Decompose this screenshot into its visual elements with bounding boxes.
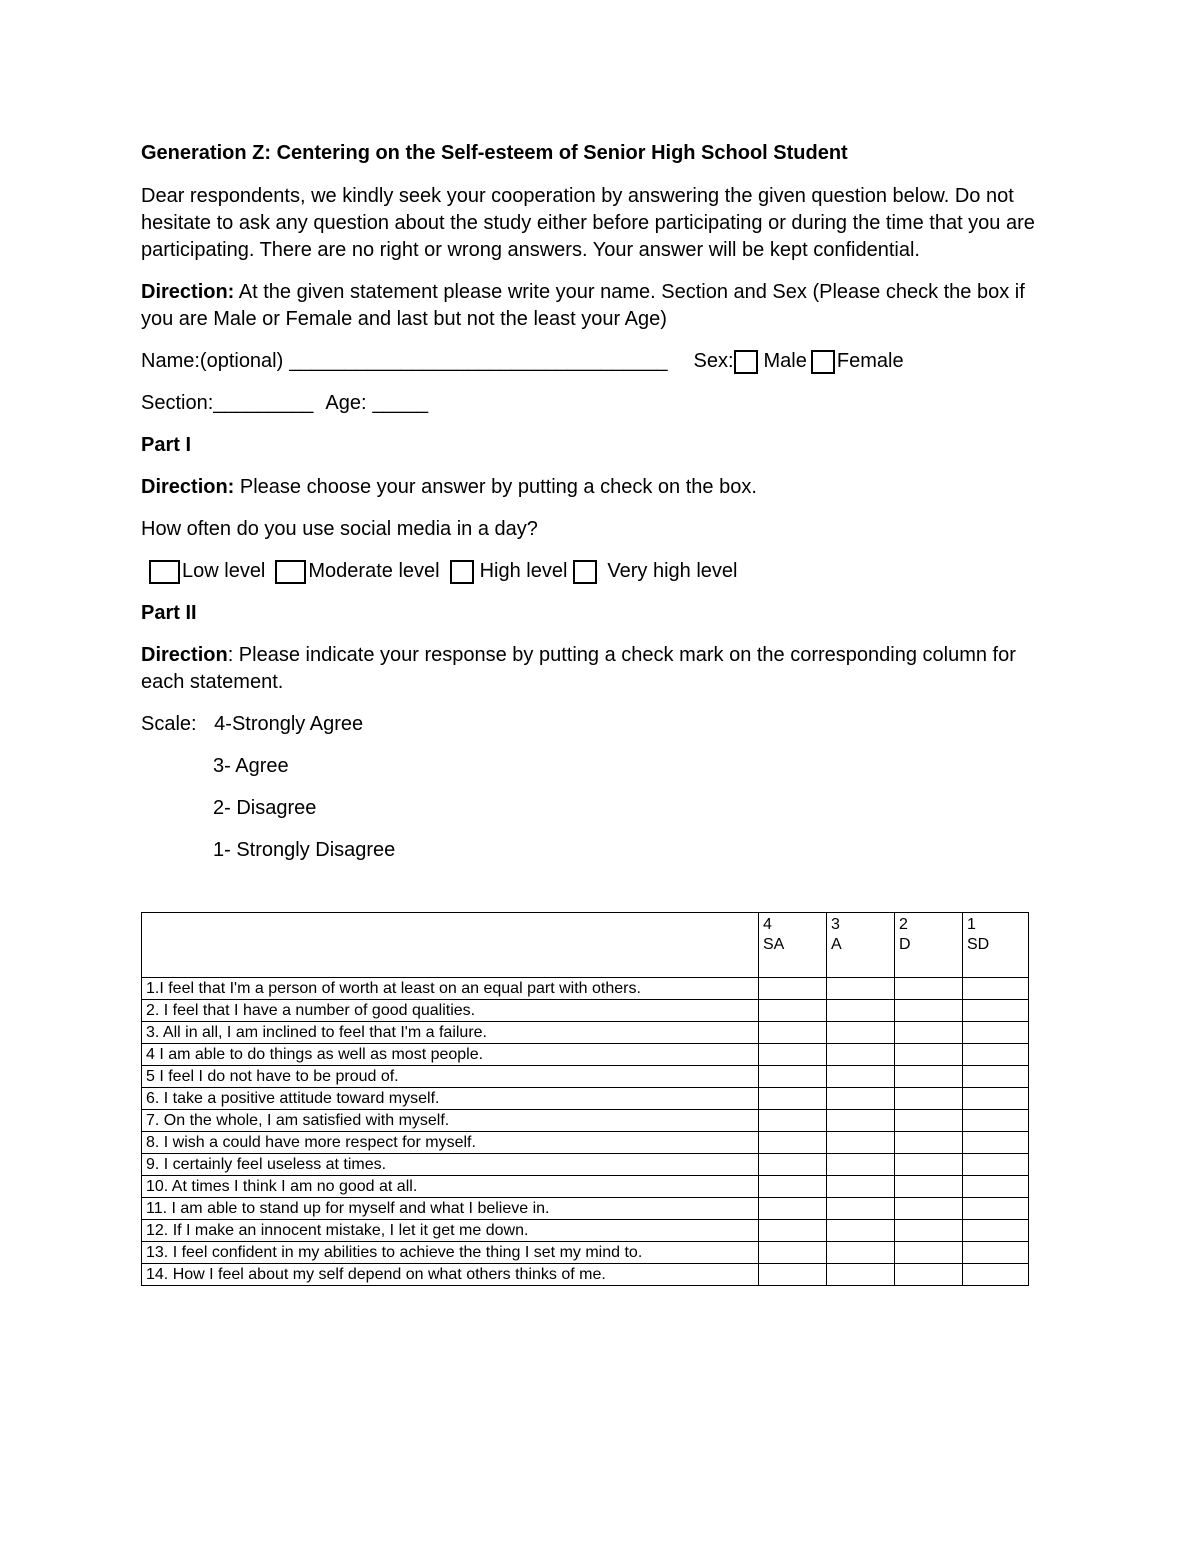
table-header-row [142,913,1029,978]
answer-cell-sa[interactable] [759,1132,827,1154]
statement-cell: 9. I certainly feel useless at times. [142,1154,759,1176]
answer-cell-a[interactable] [827,1176,895,1198]
answer-cell-d[interactable] [895,978,963,1000]
statement-cell: 6. I take a positive attitude toward myself. [142,1088,759,1110]
answer-cell-a[interactable] [827,1066,895,1088]
part1-direction-label: Direction: [141,476,235,498]
table-row [142,1066,1029,1088]
answer-cell-d[interactable] [895,1110,963,1132]
answer-cell-d[interactable] [895,1154,963,1176]
answer-cell-sa[interactable] [759,1000,827,1022]
answer-cell-sd[interactable] [963,1176,1029,1198]
answer-cell-sd[interactable] [963,1220,1029,1242]
statement-cell: 5 I feel I do not have to be proud of. [142,1066,759,1088]
answer-cell-sa[interactable] [759,1066,827,1088]
section-label: Section: [141,392,214,414]
statement-cell: 10. At times I think I am no good at all. [142,1176,759,1198]
social-media-options [141,558,1061,585]
column-header-sd [963,913,1029,978]
statement-cell: 14. How I feel about my self depend on what others thinks of me. [142,1264,759,1286]
answer-cell-sa[interactable] [759,1176,827,1198]
part1-heading [141,432,1061,459]
column-number: 4 [763,916,772,933]
age-label: Age: [325,392,367,414]
scale-label: Scale: [141,713,197,735]
answer-cell-sa[interactable] [759,1110,827,1132]
part1-heading-text: Part I [141,434,192,456]
moderate-level-label: Moderate level [308,560,440,582]
answer-cell-sa[interactable] [759,1022,827,1044]
answer-cell-a[interactable] [827,1044,895,1066]
direction-text: At the given statement please write your name. Section and Sex (Please check the box if you are Male or Female and last but not the least your Age) [141,281,1025,330]
table-row [142,1242,1029,1264]
column-header-a [827,913,895,978]
direction-label: Direction: [141,281,235,303]
answer-cell-d[interactable] [895,1242,963,1264]
part2-heading [141,600,1061,627]
intro-paragraph: Dear respondents, we kindly seek your cooperation by answering the given question below. Do not hesitate to ask any question about the study either before participating or during the time that you are participating. There are no right or wrong answers. Your answer will be kept confidential. [141,185,1035,261]
answer-cell-d[interactable] [895,1044,963,1066]
column-abbr: D [899,936,911,953]
statement-cell: 3. All in all, I am inclined to feel that I'm a failure. [142,1022,759,1044]
table-row [142,1022,1029,1044]
part1-direction-text: Please choose your answer by putting a check on the box. [234,476,757,498]
column-abbr: SA [763,936,785,953]
scale-item: 1- Strongly Disagree [213,839,396,861]
part2-direction-text: : Please indicate your response by putting a check mark on the corresponding column for each statement. [141,644,1016,693]
column-abbr: SD [967,936,990,953]
name-sex-row [141,348,1061,375]
age-field[interactable]: _____ [372,392,429,414]
answer-cell-sd[interactable] [963,1198,1029,1220]
moderate-level-checkbox[interactable] [275,560,306,584]
section-field[interactable]: _________ [213,392,314,414]
very-high-level-label: Very high level [607,560,738,582]
column-number: 3 [831,916,840,933]
answer-cell-sa[interactable] [759,1044,827,1066]
low-level-label: Low level [182,560,266,582]
answer-cell-sd[interactable] [963,1132,1029,1154]
table-row [142,1110,1029,1132]
name-label: Name:(optional) [141,350,284,372]
answer-cell-a[interactable] [827,1132,895,1154]
statement-cell: 1.I feel that I'm a person of worth at least on an equal part with others. [142,978,759,1000]
answer-cell-sa[interactable] [759,1154,827,1176]
scale-item: 2- Disagree [213,797,317,819]
statement-header [142,913,759,978]
statement-cell: 4 I am able to do things as well as most people. [142,1044,759,1066]
part2-heading-text: Part II [141,602,197,624]
answer-cell-sa[interactable] [759,1198,827,1220]
answer-cell-a[interactable] [827,1088,895,1110]
answer-cell-d[interactable] [895,1264,963,1286]
column-header-sa [759,913,827,978]
answer-cell-sd[interactable] [963,1000,1029,1022]
part1-direction [141,474,1061,501]
answer-cell-sa[interactable] [759,1264,827,1286]
answer-cell-d[interactable] [895,1198,963,1220]
low-level-checkbox[interactable] [149,560,180,584]
sex-label: Sex: [693,350,734,372]
answer-cell-a[interactable] [827,1022,895,1044]
high-level-checkbox[interactable] [450,560,474,584]
high-level-label: High level [479,560,568,582]
answer-cell-sd[interactable] [963,1242,1029,1264]
table-row [142,1000,1029,1022]
answer-cell-a[interactable] [827,1220,895,1242]
answer-cell-sd[interactable] [963,1022,1029,1044]
table-row [142,1198,1029,1220]
column-number: 1 [967,916,976,933]
answer-cell-d[interactable] [895,1176,963,1198]
answer-cell-a[interactable] [827,978,895,1000]
answer-cell-a[interactable] [827,1110,895,1132]
statement-cell: 2. I feel that I have a number of good qualities. [142,1000,759,1022]
statement-rows [142,978,1029,1286]
answer-cell-sd[interactable] [963,1264,1029,1286]
column-number: 2 [899,916,908,933]
answer-cell-sa[interactable] [759,978,827,1000]
column-abbr: A [831,936,842,953]
table-row [142,1220,1029,1242]
answer-cell-sd[interactable] [963,1066,1029,1088]
table-row [142,1044,1029,1066]
answer-cell-d[interactable] [895,1022,963,1044]
section-age-row [141,390,1061,417]
answer-cell-a[interactable] [827,1000,895,1022]
answer-cell-sd[interactable] [963,1088,1029,1110]
statement-cell: 7. On the whole, I am satisfied with myself. [142,1110,759,1132]
statement-cell: 13. I feel confident in my abilities to achieve the thing I set my mind to. [142,1242,759,1264]
direction-paragraph [141,279,1061,333]
scale-item: 3- Agree [213,755,289,777]
part2-direction [141,642,1061,696]
answer-cell-sa[interactable] [759,1088,827,1110]
table-row [142,1176,1029,1198]
answer-cell-d[interactable] [895,1066,963,1088]
female-label: Female [836,350,904,372]
answer-cell-a[interactable] [827,1242,895,1264]
part2-direction-label: Direction [141,644,228,666]
table-row [142,1154,1029,1176]
document-title: Generation Z: Centering on the Self-esteem of Senior High School Student [141,142,848,164]
statement-cell: 11. I am able to stand up for myself and what I believe in. [142,1198,759,1220]
answer-cell-sa[interactable] [759,1220,827,1242]
answer-cell-d[interactable] [895,1000,963,1022]
column-header-d [895,913,963,978]
answer-cell-sd[interactable] [963,1154,1029,1176]
statement-cell: 8. I wish a could have more respect for myself. [142,1132,759,1154]
social-media-question: How often do you use social media in a day? [141,518,538,540]
table-row [142,1088,1029,1110]
very-high-level-checkbox[interactable] [573,560,597,584]
scale-line-1 [141,711,1061,738]
table-row [142,978,1029,1000]
answer-cell-d[interactable] [895,1220,963,1242]
answer-cell-a[interactable] [827,1264,895,1286]
answer-cell-sd[interactable] [963,1044,1029,1066]
answer-cell-sd[interactable] [963,978,1029,1000]
male-label: Male [763,350,807,372]
statement-cell: 12. If I make an innocent mistake, I let it get me down. [142,1220,759,1242]
table-row [142,1264,1029,1286]
answer-cell-sa[interactable] [759,1242,827,1264]
answer-cell-d[interactable] [895,1088,963,1110]
name-field[interactable]: __________________________________ [289,350,668,372]
answer-cell-d[interactable] [895,1132,963,1154]
answer-cell-sd[interactable] [963,1110,1029,1132]
questionnaire-page [141,140,1061,879]
answer-cell-a[interactable] [827,1198,895,1220]
scale-item: 4-Strongly Agree [214,713,364,735]
answer-cell-a[interactable] [827,1154,895,1176]
table-row [142,1132,1029,1154]
male-checkbox[interactable] [734,350,758,374]
female-checkbox[interactable] [811,350,835,374]
self-esteem-table [141,912,1029,1286]
